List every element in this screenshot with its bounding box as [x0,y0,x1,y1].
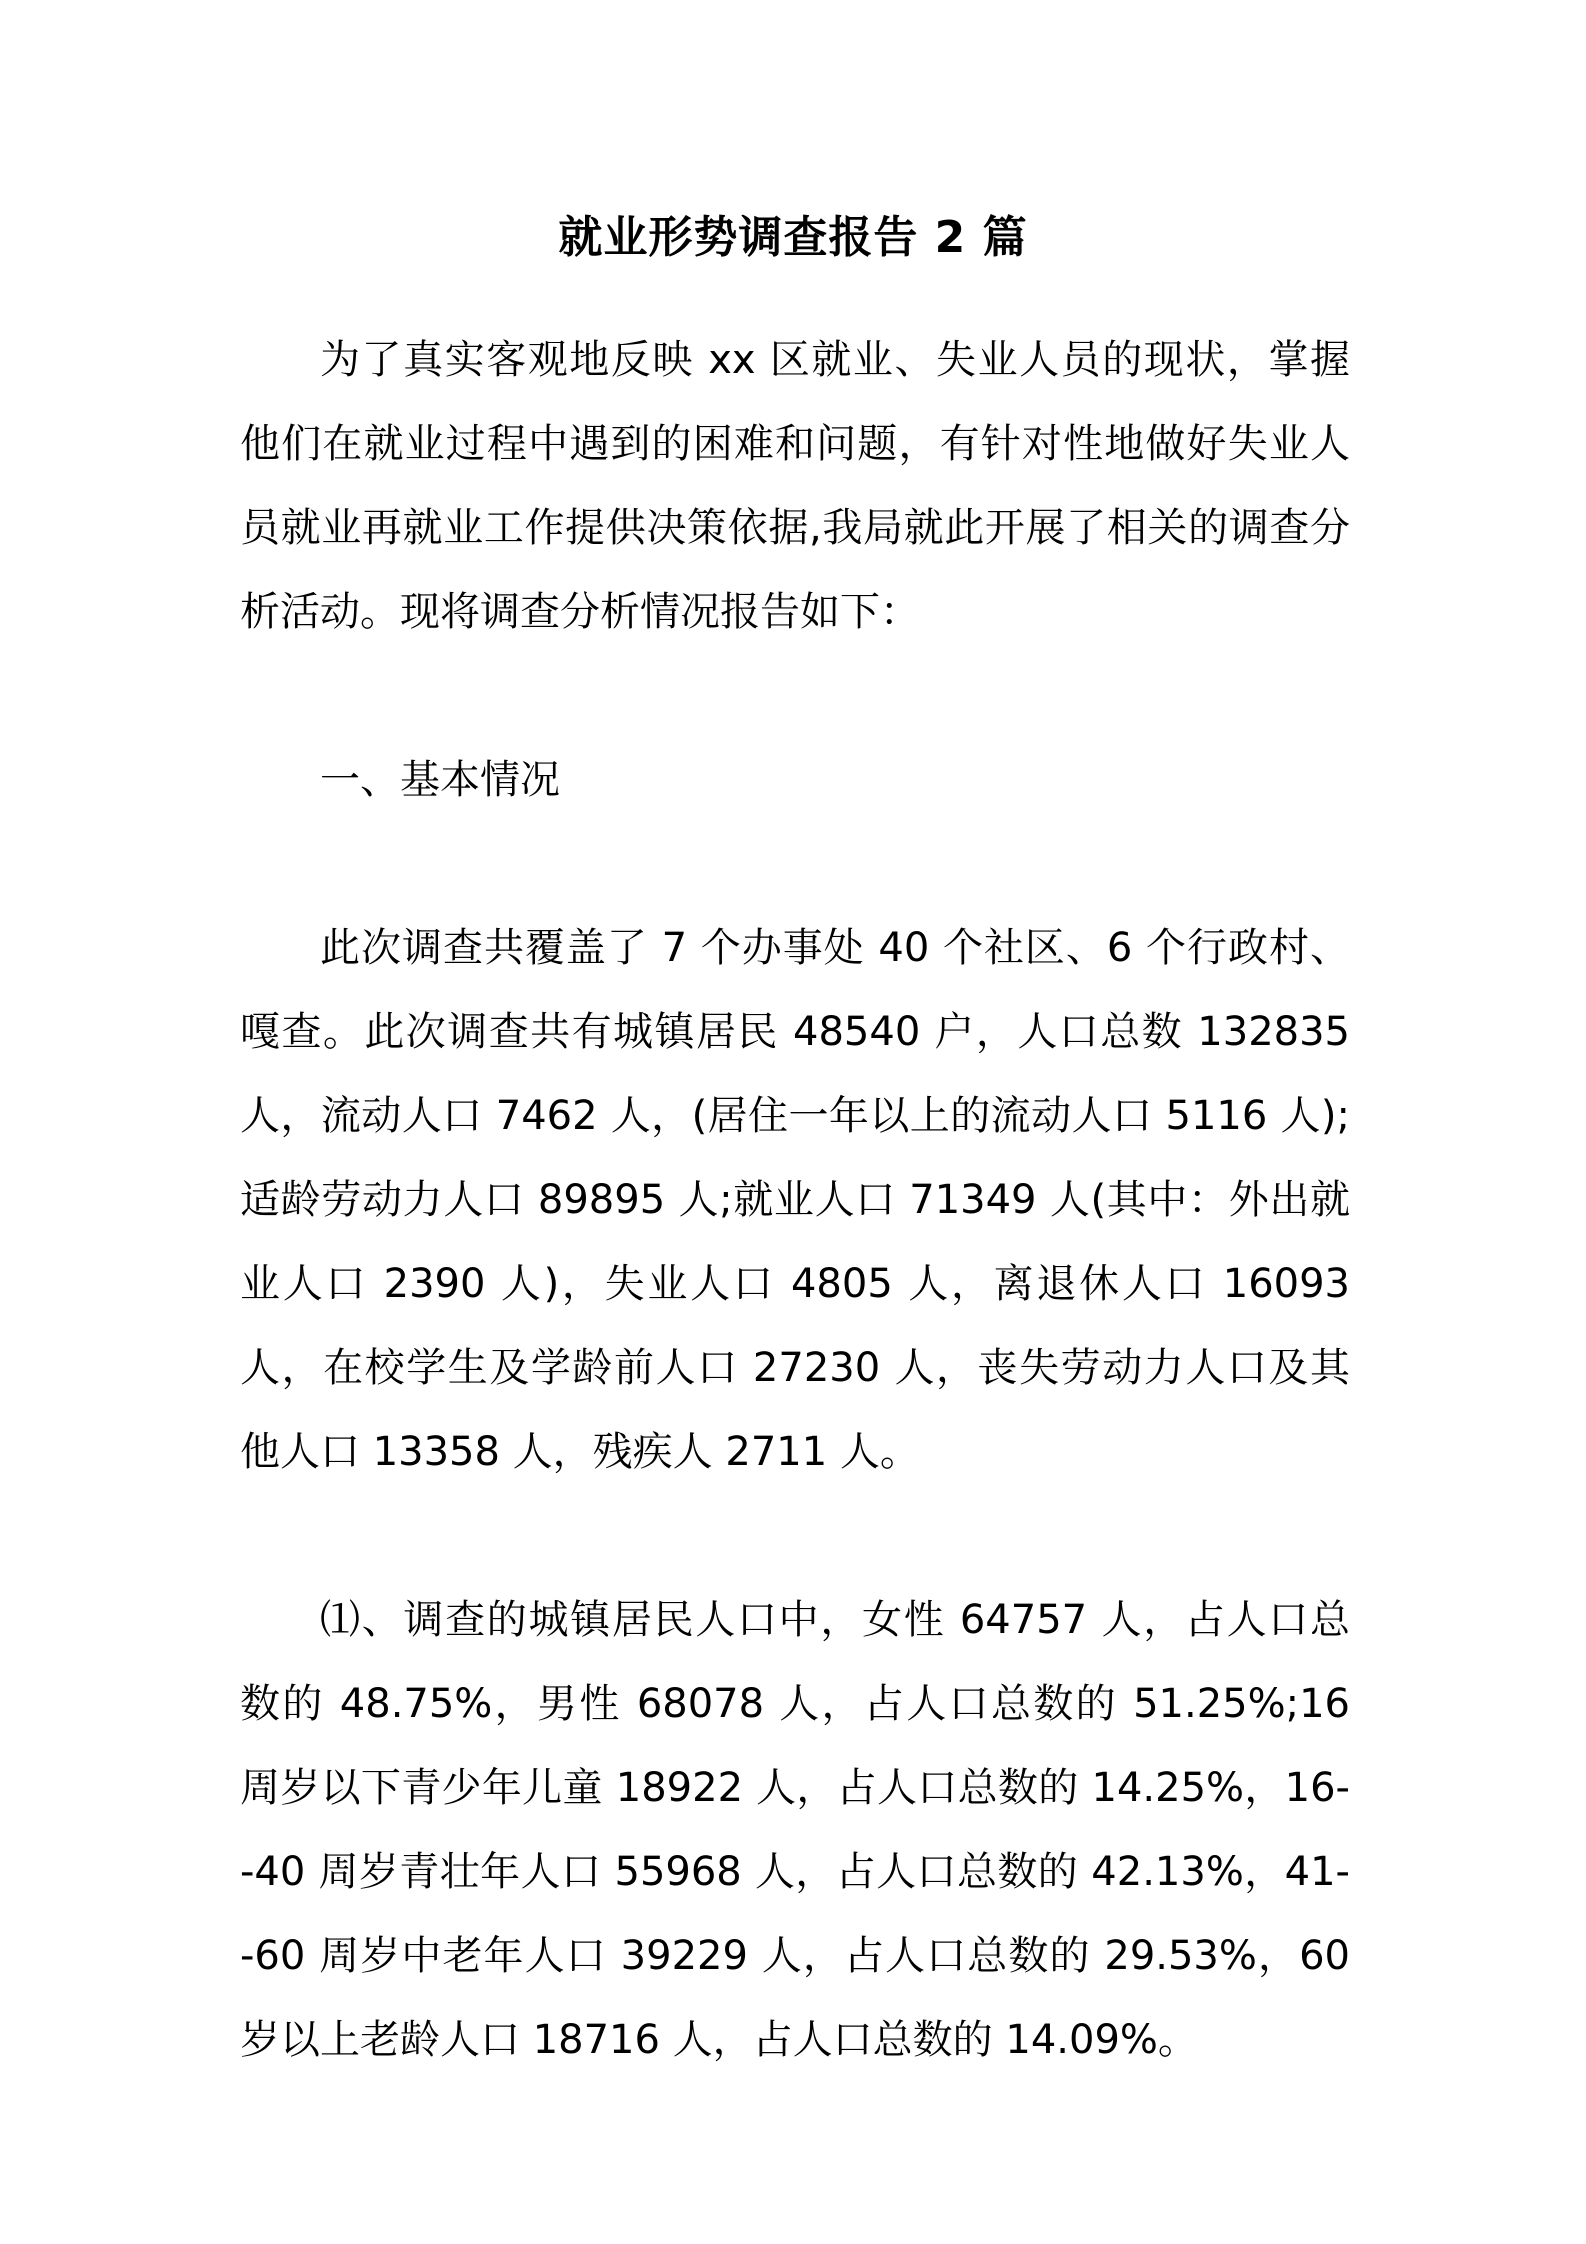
document-title: 就业形势调查报告 2 篇 [558,212,1028,263]
section-heading: 一、基本情况 [320,757,560,803]
survey-coverage-paragraph: 此次调查共覆盖了 7 个办事处 40 个社区、6 个行政村、嘎查。此次调查共有城镇居民 48540 户，人口总数 132835 人，流动人口 7462 人，(居住一年以上的流动人口 5116 人);适龄劳动力人口 89895 人;就业人口 71349 人(其中：外出就业人口 2390 人)，失业人口 4805 人，离退休人口 16093 人，在校学生及学龄前人口 27230 人，丧失劳动力人口及其他人口 13358 人，残疾人 2711 人。 [240,925,1350,1475]
population-breakdown-paragraph: ⑴、调查的城镇居民人口中，女性 64757 人，占人口总数的 48.75%，男性 68078 人，占人口总数的 51.25%;16 周岁以下青少年儿童 18922 人，占人口总数的 14.25%，16--40 周岁青壮年人口 55968 人，占人口总数的 42.13%，41--60 周岁中老年人口 39229 人，占人口总数的 29.53%，60 岁以上老龄人口 18716 人，占人口总数的 14.09%。 [240,1597,1350,2063]
document-body [240,318,1350,2082]
intro-paragraph: 为了真实客观地反映 xx 区就业、失业人员的现状，掌握他们在就业过程中遇到的困难和问题，有针对性地做好失业人员就业再就业工作提供决策依据,我局就此开展了相关的调查分析活动。现将调查分析情况报告如下： [240,337,1350,635]
